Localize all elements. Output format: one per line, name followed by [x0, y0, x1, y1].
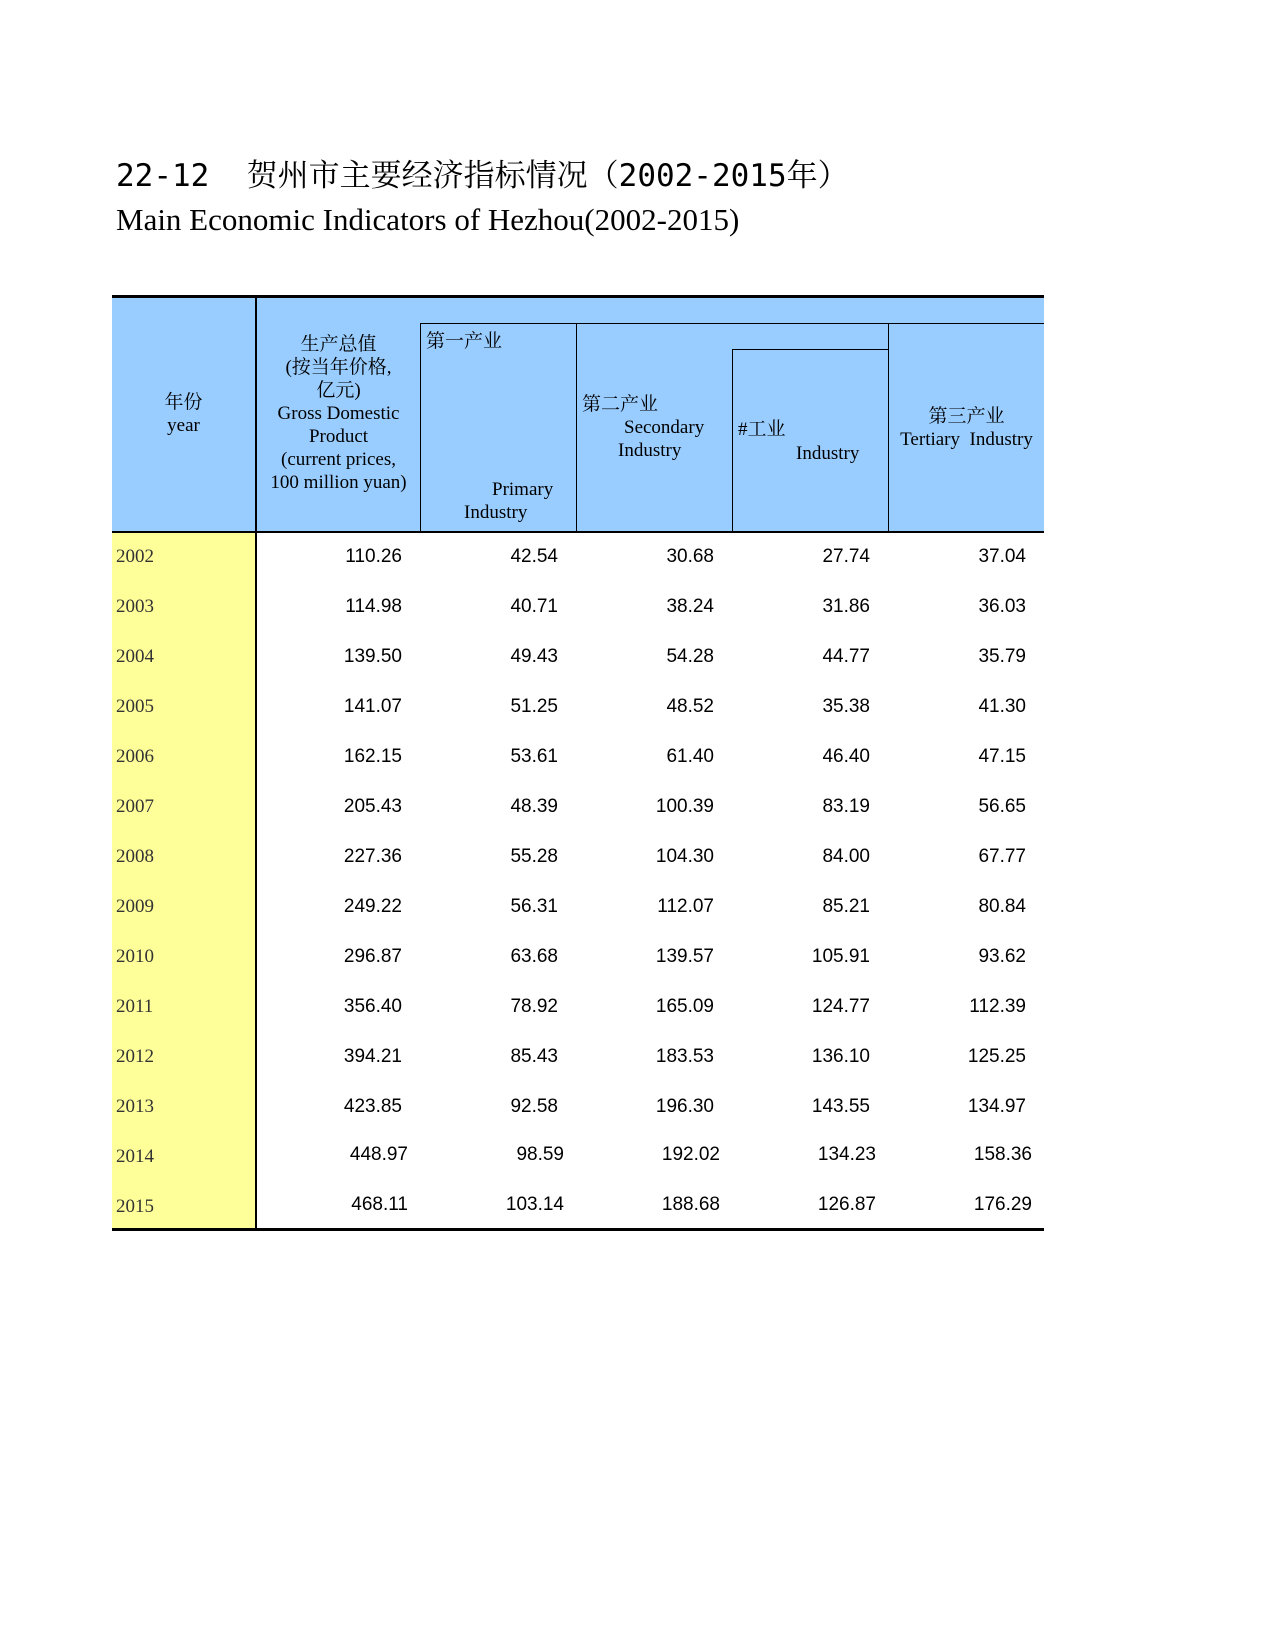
cell-gdp: 394.21	[343, 1046, 402, 1067]
header-tertiary-en: Tertiary Industry	[900, 429, 1033, 450]
header-gdp-en-1: Gross Domestic	[277, 403, 400, 424]
header-primary-cn: 第一产业	[426, 331, 503, 352]
row-year: 2002	[116, 546, 154, 567]
row-year: 2014	[116, 1146, 154, 1167]
cell-gdp: 227.36	[343, 846, 402, 867]
cell-primary: 53.61	[510, 746, 558, 767]
title-cn-end: 年）	[786, 158, 849, 194]
cell-primary: 78.92	[510, 996, 558, 1017]
cell-primary: 42.54	[510, 546, 558, 567]
cell-secondary: 188.68	[661, 1194, 720, 1215]
cell-secondary: 112.07	[657, 896, 714, 917]
table-row	[112, 633, 1044, 683]
cell-gdp: 296.87	[343, 946, 402, 967]
cell-secondary: 165.09	[655, 996, 714, 1017]
header-gdp-cn-3: 亿元)	[316, 380, 361, 401]
cell-gdp: 110.26	[345, 546, 402, 567]
cell-secondary: 54.28	[666, 646, 714, 667]
header-divider-2	[576, 323, 577, 532]
cell-industry: 126.87	[817, 1194, 876, 1215]
header-industry-line	[732, 349, 888, 350]
cell-industry: 85.21	[822, 896, 870, 917]
cell-secondary: 38.24	[666, 596, 714, 617]
cell-tertiary: 80.84	[978, 896, 1026, 917]
header-industry-cn: #工业	[738, 419, 786, 440]
header-secondary-en-1: Secondary	[624, 417, 705, 438]
cell-secondary: 196.30	[655, 1096, 714, 1117]
cell-gdp: 423.85	[343, 1096, 402, 1117]
cell-tertiary: 158.36	[973, 1144, 1032, 1165]
table-row	[112, 583, 1044, 633]
table-row	[112, 883, 1044, 933]
cell-secondary: 30.68	[666, 546, 714, 567]
header-industry-en: Industry	[796, 443, 860, 464]
cell-primary: 51.25	[510, 696, 558, 717]
cell-secondary: 192.02	[661, 1144, 720, 1165]
cell-gdp: 141.07	[343, 696, 402, 717]
row-year: 2012	[116, 1046, 154, 1067]
cell-gdp: 448.97	[349, 1144, 408, 1165]
cell-secondary: 61.40	[666, 746, 714, 767]
cell-gdp: 114.98	[345, 596, 402, 617]
cell-primary: 55.28	[510, 846, 558, 867]
cell-primary: 63.68	[510, 946, 558, 967]
cell-industry: 44.77	[822, 646, 870, 667]
table-row	[112, 533, 1044, 583]
row-year: 2004	[116, 646, 154, 667]
cell-gdp: 205.43	[343, 796, 402, 817]
cell-primary: 40.71	[510, 596, 558, 617]
title-number: 22-12	[116, 158, 210, 194]
cell-secondary: 48.52	[666, 696, 714, 717]
cell-primary: 48.39	[510, 796, 558, 817]
cell-primary: 98.59	[516, 1144, 564, 1165]
row-year: 2010	[116, 946, 154, 967]
cell-tertiary: 125.25	[967, 1046, 1026, 1067]
header-gdp-en-4: 100 million yuan)	[270, 472, 407, 493]
header-primary-en-1: Primary	[492, 479, 554, 500]
cell-tertiary: 67.77	[978, 846, 1026, 867]
cell-gdp: 162.15	[343, 746, 402, 767]
cell-secondary: 183.53	[655, 1046, 714, 1067]
cell-industry: 124.77	[811, 996, 870, 1017]
cell-industry: 83.19	[822, 796, 870, 817]
row-year: 2003	[116, 596, 154, 617]
table-row	[112, 833, 1044, 883]
header-tertiary	[889, 405, 1044, 451]
header-gdp-cn-1: 生产总值	[300, 334, 377, 355]
row-year: 2005	[116, 696, 154, 717]
table-row	[112, 683, 1044, 733]
header-tertiary-cn: 第三产业	[928, 406, 1005, 427]
table-row	[112, 1183, 1044, 1233]
indicators-table	[112, 295, 1044, 1233]
table-row	[112, 783, 1044, 833]
table-row	[112, 733, 1044, 783]
cell-tertiary: 112.39	[969, 996, 1026, 1017]
row-year: 2008	[116, 846, 154, 867]
header-subgroup-line	[420, 323, 1044, 324]
row-year: 2009	[116, 896, 154, 917]
cell-secondary: 100.39	[655, 796, 714, 817]
cell-tertiary: 35.79	[978, 646, 1026, 667]
cell-gdp: 139.50	[343, 646, 402, 667]
table-row	[112, 1133, 1044, 1183]
cell-tertiary: 36.03	[978, 596, 1026, 617]
cell-industry: 31.86	[822, 596, 870, 617]
cell-industry: 35.38	[822, 696, 870, 717]
cell-industry: 105.91	[811, 946, 870, 967]
cell-gdp: 468.11	[351, 1194, 408, 1215]
cell-primary: 92.58	[510, 1096, 558, 1117]
row-year: 2007	[116, 796, 154, 817]
header-gdp-en-2: Product	[308, 426, 369, 447]
cell-tertiary: 134.97	[967, 1096, 1026, 1117]
table-row	[112, 933, 1044, 983]
header-year-cn: 年份	[164, 392, 203, 413]
title-years: 2002-2015	[618, 158, 787, 194]
table-top-border	[112, 295, 1044, 298]
cell-industry: 134.23	[817, 1144, 876, 1165]
header-gdp	[257, 333, 420, 494]
table-row	[112, 1083, 1044, 1133]
cell-industry: 84.00	[822, 846, 870, 867]
cell-tertiary: 37.04	[978, 546, 1026, 567]
cell-industry: 143.55	[811, 1096, 870, 1117]
row-year: 2013	[116, 1096, 154, 1117]
title-cn-text: 贺州市主要经济指标情况（	[246, 158, 619, 194]
header-year	[112, 391, 255, 437]
header-primary-en-2: Industry	[464, 502, 528, 523]
cell-tertiary: 176.29	[973, 1194, 1032, 1215]
cell-tertiary: 93.62	[978, 946, 1026, 967]
cell-primary: 56.31	[510, 896, 558, 917]
header-divider-1	[420, 323, 421, 532]
row-year: 2011	[116, 996, 154, 1017]
cell-secondary: 104.30	[655, 846, 714, 867]
cell-tertiary: 41.30	[978, 696, 1026, 717]
title-english: Main Economic Indicators of Hezhou(2002-2015)	[116, 202, 740, 237]
header-secondary-en-2: Industry	[618, 440, 682, 461]
cell-primary: 49.43	[510, 646, 558, 667]
header-year-en: year	[167, 415, 200, 436]
title-chinese	[116, 150, 849, 195]
cell-gdp: 249.22	[343, 896, 402, 917]
header-secondary-cn: 第二产业	[582, 394, 659, 415]
cell-secondary: 139.57	[655, 946, 714, 967]
table-row	[112, 1033, 1044, 1083]
cell-industry: 46.40	[822, 746, 870, 767]
row-year: 2015	[116, 1196, 154, 1217]
cell-gdp: 356.40	[343, 996, 402, 1017]
cell-primary: 103.14	[505, 1194, 564, 1215]
header-gdp-cn-2: (按当年价格,	[285, 357, 392, 378]
table-row	[112, 983, 1044, 1033]
cell-industry: 136.10	[811, 1046, 870, 1067]
cell-tertiary: 47.15	[978, 746, 1026, 767]
cell-industry: 27.74	[822, 546, 870, 567]
header-divider-3	[732, 349, 733, 532]
header-gdp-en-3: (current prices,	[281, 449, 396, 470]
cell-primary: 85.43	[510, 1046, 558, 1067]
row-year: 2006	[116, 746, 154, 767]
cell-tertiary: 56.65	[978, 796, 1026, 817]
